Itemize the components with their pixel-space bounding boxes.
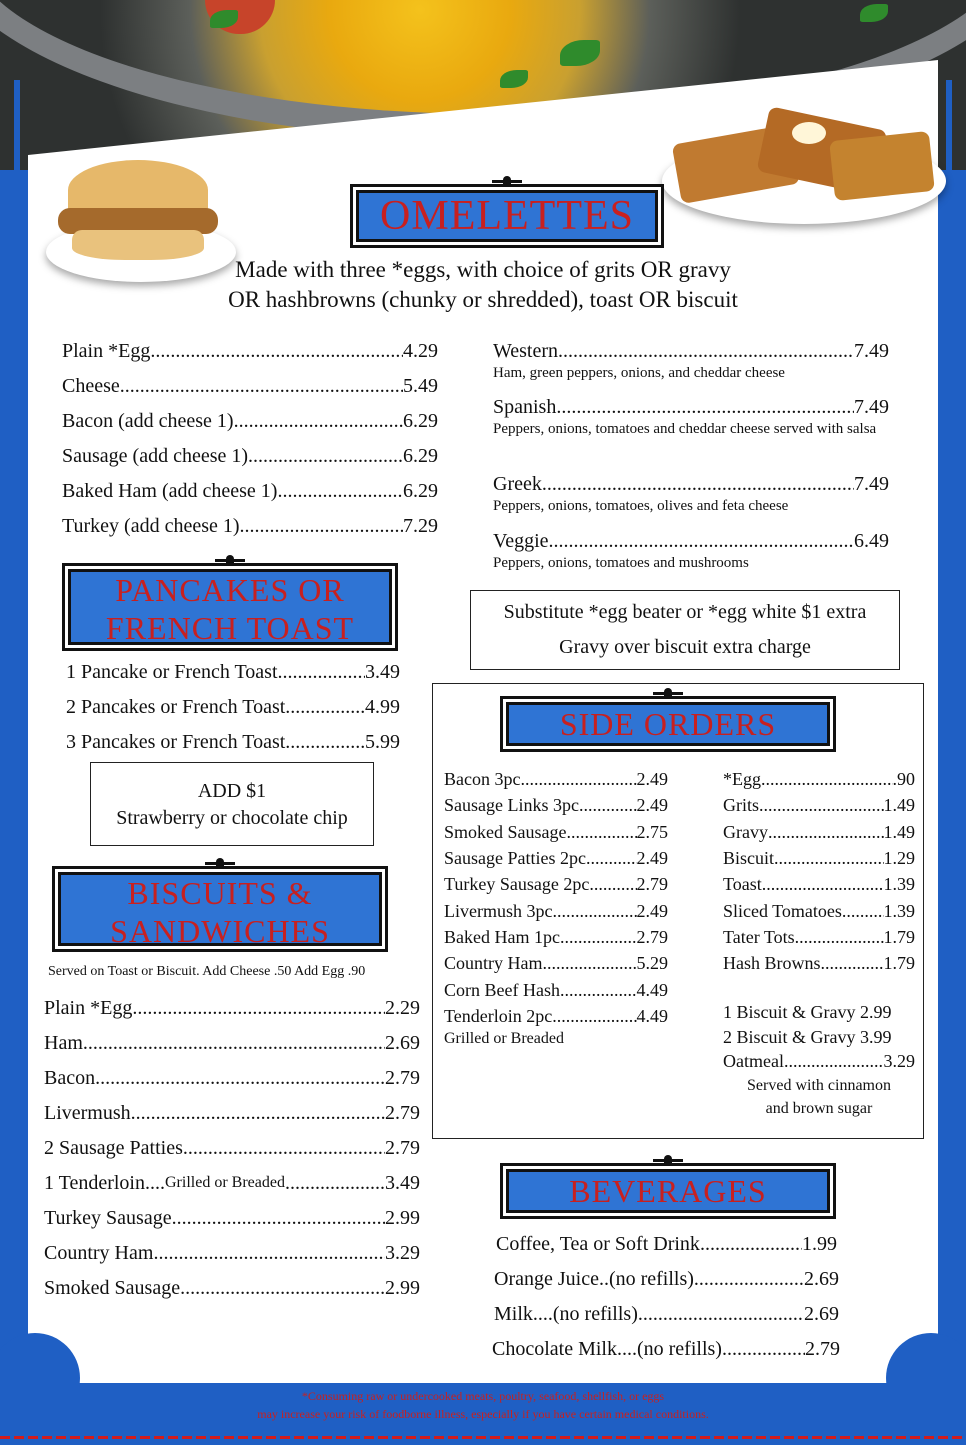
menu-item: Baked Ham 1pc ..... 2.79 bbox=[444, 924, 668, 950]
menu-item: Smoked Sausage ..... 2.99 bbox=[44, 1275, 420, 1301]
menu-item: Milk....(no refills) ..... 2.69 bbox=[494, 1301, 839, 1327]
menu-item: 3 Pancakes or French Toast ..... 5.99 bbox=[66, 729, 400, 755]
menu-item: 1 Tenderloin.... Grilled or Breaded ..... 3.49 bbox=[44, 1170, 420, 1196]
menu-item: Turkey Sausage ..... 2.99 bbox=[44, 1205, 420, 1231]
menu-item: Biscuit ..... 1.29 bbox=[723, 845, 915, 871]
menu-item: Livermush ..... 2.79 bbox=[44, 1100, 420, 1126]
menu-item: Western ..... 7.49 bbox=[493, 338, 889, 364]
menu-item: *Egg ..... .90 bbox=[723, 766, 915, 792]
french-toast-photo bbox=[662, 108, 946, 226]
menu-item: Plain *Egg ..... 2.29 bbox=[44, 995, 420, 1021]
menu-item: Orange Juice..(no refills) ..... 2.69 bbox=[494, 1266, 839, 1292]
menu-item: Sliced Tomatoes ..... 1.39 bbox=[723, 898, 915, 924]
item-description: Ham, green peppers, onions, and cheddar cheese bbox=[493, 365, 785, 381]
addon-flavors: Strawberry or chocolate chip bbox=[116, 807, 348, 829]
menu-item: Gravy ..... 1.49 bbox=[723, 819, 915, 845]
menu-item: Sausage Patties 2pc ..... 2.49 bbox=[444, 845, 668, 871]
menu-item: Country Ham ..... 5.29 bbox=[444, 950, 668, 976]
gravy-note: Gravy over biscuit extra charge bbox=[559, 636, 811, 658]
disclaimer-1: *Consuming raw or undercooked meats, poultry, seafood, shellfish, or eggs bbox=[301, 1389, 665, 1403]
menu-item: Country Ham ..... 3.29 bbox=[44, 1240, 420, 1266]
menu-item: Coffee, Tea or Soft Drink ..... 1.99 bbox=[496, 1231, 837, 1257]
combo-item: 2 Biscuit & Gravy 3.99 bbox=[723, 1027, 892, 1047]
beverages-banner bbox=[500, 1163, 836, 1219]
menu-item: Bacon (add cheese 1) ..... 6.29 bbox=[62, 408, 438, 434]
biscuits-banner bbox=[52, 866, 388, 952]
menu-item: Cheese ..... 5.49 bbox=[62, 373, 438, 399]
side-orders-banner bbox=[500, 696, 836, 752]
menu-item: Turkey (add cheese 1) ..... 7.29 bbox=[62, 513, 438, 539]
omelettes-subtitle-1: Made with three *eggs, with choice of grits OR gravy bbox=[235, 257, 731, 282]
oatmeal-note-1: Served with cinnamon bbox=[747, 1077, 891, 1094]
omelettes-title: OMELETTES bbox=[380, 193, 634, 239]
biscuits-title-1: BISCUITS & bbox=[127, 875, 313, 911]
item-description: Peppers, onions, tomatoes, olives and feta cheese bbox=[493, 498, 789, 514]
biscuits-note: Served on Toast or Biscuit. Add Cheese .50 Add Egg .90 bbox=[48, 964, 366, 979]
menu-item: Greek ..... 7.49 bbox=[493, 471, 889, 497]
pancakes-title-1: PANCAKES OR bbox=[115, 572, 345, 608]
tenderloin-note: Grilled or Breaded bbox=[444, 1030, 564, 1047]
menu-item: Hash Browns ..... 1.79 bbox=[723, 950, 915, 976]
menu-item: Baked Ham (add cheese 1) ..... 6.29 bbox=[62, 478, 438, 504]
menu-item: Toast ..... 1.39 bbox=[723, 871, 915, 897]
menu-item: Sausage Links 3pc ..... 2.49 bbox=[444, 792, 668, 818]
oatmeal-note-2: and brown sugar bbox=[765, 1100, 873, 1117]
menu-item: Plain *Egg ..... 4.29 bbox=[62, 338, 438, 364]
menu-item: Veggie ..... 6.49 bbox=[493, 528, 889, 554]
beverages-title: BEVERAGES bbox=[569, 1173, 767, 1209]
pancakes-title-2: FRENCH TOAST bbox=[105, 610, 355, 646]
menu-item: 1 Pancake or French Toast ..... 3.49 bbox=[66, 659, 400, 685]
pancakes-banner bbox=[62, 563, 398, 651]
menu-item: Ham ..... 2.69 bbox=[44, 1030, 420, 1056]
menu-item: Chocolate Milk....(no refills) ..... 2.79 bbox=[492, 1336, 840, 1362]
menu-item: Livermush 3pc ..... 2.49 bbox=[444, 898, 668, 924]
substitute-box bbox=[470, 590, 900, 670]
disclaimer-2: may increase your risk of foodborne illness, especially if you have certain medical conditions. bbox=[257, 1407, 709, 1421]
menu-item: Oatmeal ..... 3.29 bbox=[723, 1048, 915, 1074]
pancake-addon-box bbox=[90, 762, 374, 846]
menu-item: Turkey Sausage 2pc ..... 2.79 bbox=[444, 871, 668, 897]
menu-item: Tater Tots ..... 1.79 bbox=[723, 924, 915, 950]
menu-item: Smoked Sausage ..... 2.75 bbox=[444, 819, 668, 845]
menu-item: Grits ..... 1.49 bbox=[723, 792, 915, 818]
omelettes-subtitle-2: OR hashbrowns (chunky or shredded), toast OR biscuit bbox=[228, 287, 738, 312]
addon-price: ADD $1 bbox=[197, 780, 267, 802]
menu-item: Tenderloin 2pc ..... 4.49 bbox=[444, 1003, 668, 1029]
menu-item: Sausage (add cheese 1) ..... 6.29 bbox=[62, 443, 438, 469]
item-description: Peppers, onions, tomatoes and mushrooms bbox=[493, 555, 749, 571]
item-description: Peppers, onions, tomatoes and cheddar cheese served with salsa bbox=[493, 421, 877, 437]
omelettes-banner bbox=[350, 184, 664, 248]
menu-item: Spanish ..... 7.49 bbox=[493, 394, 889, 420]
menu-item: 2 Pancakes or French Toast ..... 4.99 bbox=[66, 694, 400, 720]
menu-item: 2 Sausage Patties ..... 2.79 bbox=[44, 1135, 420, 1161]
biscuits-title-2: SANDWICHES bbox=[110, 913, 330, 949]
substitute-note: Substitute *egg beater or *egg white $1 extra bbox=[503, 601, 867, 623]
combo-item: 1 Biscuit & Gravy 2.99 bbox=[723, 1002, 892, 1022]
menu-item: Bacon 3pc ..... 2.49 bbox=[444, 766, 668, 792]
menu-item: Bacon ..... 2.79 bbox=[44, 1065, 420, 1091]
menu-item: Corn Beef Hash ..... 4.49 bbox=[444, 977, 668, 1003]
side-orders-title: SIDE ORDERS bbox=[559, 706, 777, 742]
footer-dash-line bbox=[0, 1436, 966, 1439]
